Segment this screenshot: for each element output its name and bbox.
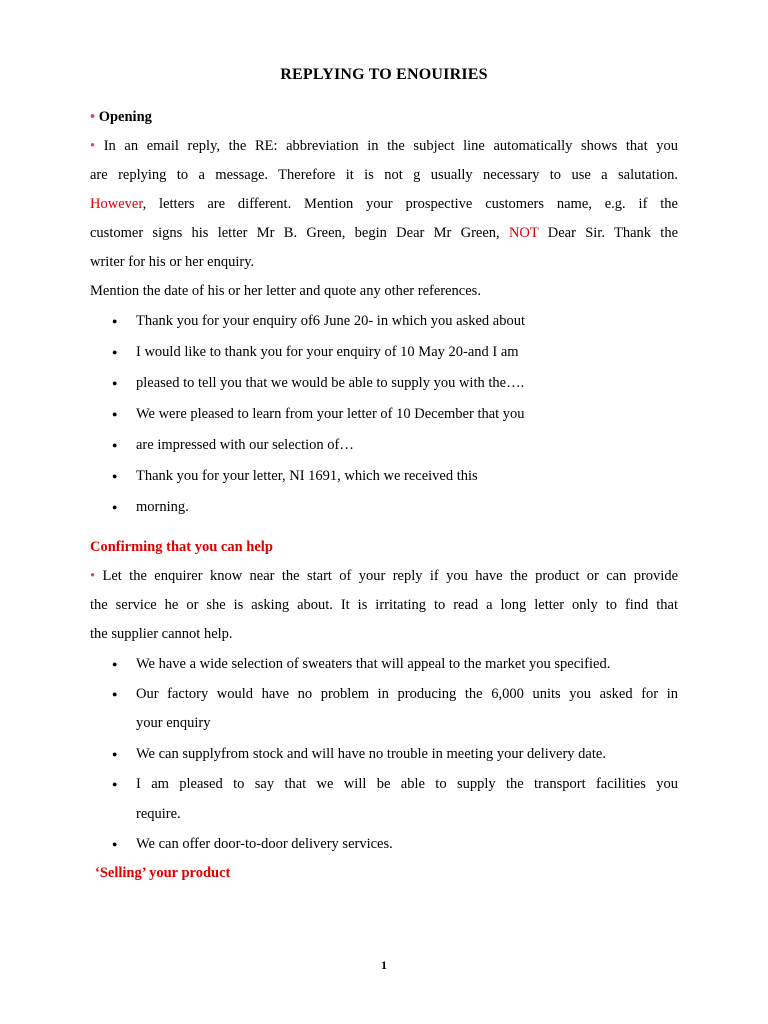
list-item-continuation: your enquiry (136, 715, 211, 731)
pink-bullet: • (90, 138, 96, 154)
paragraph-line: writer for his or her enquiry. (90, 254, 255, 270)
confirming-heading: Confirming that you can help (90, 539, 273, 555)
list-bullet: ● (112, 440, 118, 450)
paragraph-line: customer signs his letter Mr B. Green, begin Dear Mr Green, NOT Dear Sir. Thank the (90, 225, 679, 241)
paragraph-line: • In an email reply, the RE: abbreviation in the subject line automatically shows that you (90, 138, 678, 154)
selling-heading: ‘Selling’ your product (95, 865, 231, 881)
list-item: We have a wide selection of sweaters that will appeal to the market you specified. (136, 656, 611, 672)
list-item: Thank you for your letter, NI 1691, which we received this (136, 468, 478, 484)
highlight-however: However (90, 196, 143, 212)
list-item: are impressed with our selection of… (136, 437, 354, 453)
list-bullet: ● (112, 839, 118, 849)
page-number: 1 (381, 958, 387, 972)
list-item: Our factory would have no problem in producing the 6,000 units you asked for in (136, 686, 678, 702)
list-bullet: ● (112, 409, 118, 419)
paragraph-line: Mention the date of his or her letter and quote any other references. (90, 283, 481, 299)
list-item: We can offer door-to-door delivery services. (136, 836, 393, 852)
list-bullet: ● (112, 471, 118, 481)
list-bullet: ● (112, 502, 118, 512)
list-bullet: ● (112, 378, 118, 388)
paragraph-line: the supplier cannot help. (90, 626, 233, 642)
paragraph-line: • Let the enquirer know near the start of your reply if you have the product or can provide (90, 568, 679, 584)
paragraph-line: the service he or she is asking about. It is irritating to read a long letter only to find that (90, 597, 678, 613)
highlight-not: NOT (508, 225, 539, 241)
list-bullet: ● (112, 779, 118, 789)
list-item: I am pleased to say that we will be able to supply the transport facilities you (136, 776, 678, 792)
pink-bullet: • (90, 109, 96, 125)
list-item: morning. (136, 499, 189, 515)
list-item: I would like to thank you for your enquiry of 10 May 20-and I am (136, 344, 519, 360)
list-bullet: ● (112, 659, 118, 669)
pink-bullet: • (90, 568, 96, 584)
list-bullet: ● (112, 689, 118, 699)
paragraph-line: However, letters are different. Mention your prospective customers name, e.g. if the (90, 196, 678, 212)
list-bullet: ● (112, 347, 118, 357)
opening-heading: • Opening (90, 109, 152, 125)
list-bullet: ● (112, 749, 118, 759)
list-bullet: ● (112, 316, 118, 326)
list-item: pleased to tell you that we would be able to supply you with the…. (136, 375, 525, 391)
list-item-continuation: require. (136, 806, 181, 822)
list-item: Thank you for your enquiry of6 June 20- in which you asked about (136, 313, 526, 329)
list-item: We can supplyfrom stock and will have no trouble in meeting your delivery date. (136, 746, 606, 762)
paragraph-line: are replying to a message. Therefore it is not g usually necessary to use a salutation. (90, 167, 678, 183)
page-title: REPLYING TO ENOUIRIES (280, 66, 488, 83)
list-item: We were pleased to learn from your letter of 10 December that you (136, 406, 525, 422)
